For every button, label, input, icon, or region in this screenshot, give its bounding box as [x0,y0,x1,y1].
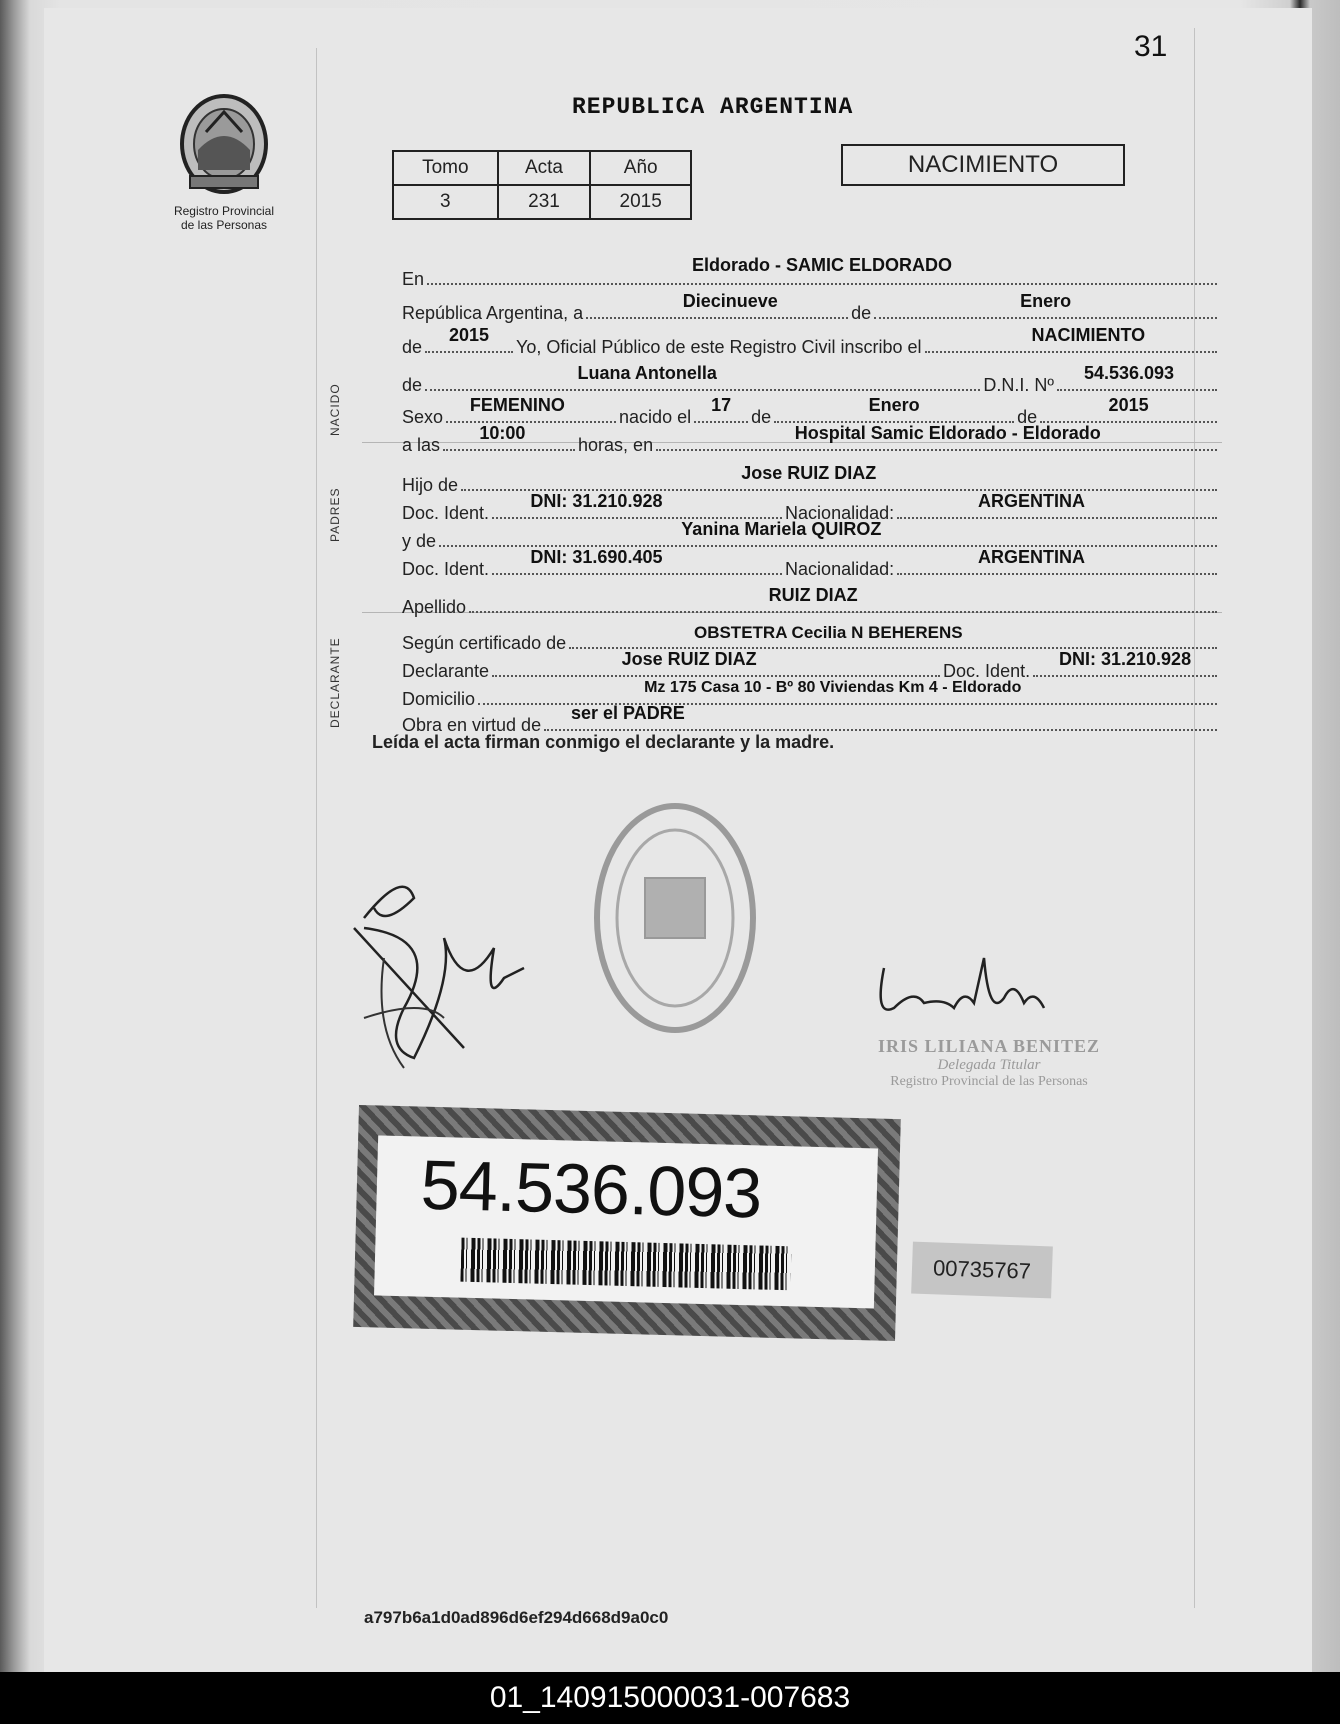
barcode [460,1238,791,1291]
registration-value-row [393,185,691,219]
col-tomo: Tomo [393,151,498,185]
row-apellido [402,585,1220,618]
value-madre-doc: DNI: 31.690.405 [530,547,663,567]
label-nacionalidad: Nacionalidad: [785,503,895,523]
value-padre-nac: ARGENTINA [977,491,1085,511]
row-domicilio [402,679,1220,710]
label-segun-certificado: Según certificado de [402,633,567,653]
label-dni: D.N.I. Nº [983,375,1054,395]
registration-header-row [393,151,691,185]
registry-line-1: Registro Provincial [173,204,275,218]
value-declarante-doc: DNI: 31.210.928 [1059,649,1192,669]
tomo-value: 3 [393,185,498,219]
margin-line [316,48,317,1608]
label-apellido: Apellido [402,597,467,617]
value-lugar-nac: Hospital Samic Eldorado - Eldorado [794,423,1101,443]
registry-caption [144,204,304,232]
value-obra: ser el PADRE [570,703,685,723]
dni-label-inner [374,1135,878,1308]
document-hash: a797b6a1d0ad896d6ef294d668d9a0c0 [364,1608,669,1627]
label-declarante: Declarante [402,661,490,681]
value-apellido: RUIZ DIAZ [768,585,858,605]
label-republica: República Argentina, a [402,303,584,323]
value-mes: Enero [1020,291,1072,311]
anio-value: 2015 [590,185,691,219]
label-de: de [1017,407,1038,427]
label-yo-oficial: Yo, Oficial Público de este Registro Civil inscribo el [516,337,922,357]
row-hora [402,423,1220,456]
value-nac-anio: 2015 [1108,395,1149,415]
label-doc-ident: Doc. Ident. [943,661,1031,681]
label-nacionalidad: Nacionalidad: [785,559,895,579]
label-de: de [402,375,423,395]
label-nacido-el: nacido el [619,407,692,427]
label-dni-number: 54.536.093 [419,1145,763,1233]
value-anio: 2015 [449,325,490,345]
label-de: de [751,407,772,427]
label-y-de: y de [402,531,437,551]
registration-table [392,150,692,220]
value-lugar: Eldorado - SAMIC ELDORADO [692,255,953,275]
value-dni: 54.536.093 [1083,363,1175,383]
label-doc-ident: Doc. Ident. [402,559,490,579]
row-nombre [402,363,1220,396]
value-declarante: Jose RUIZ DIAZ [621,649,757,669]
side-label-padres: PADRES [328,487,342,542]
label-a-las: a las [402,435,441,455]
registry-line-2: de las Personas [180,218,268,232]
value-acto: NACIMIENTO [1031,325,1146,345]
value-sexo: FEMENINO [469,395,565,415]
value-domicilio: Mz 175 Casa 10 - Bº 80 Viviendas Km 4 - Eldorado [644,679,1022,696]
page-number: 31 [1134,30,1168,63]
province-seal-icon [176,92,272,196]
side-label-declarante: DECLARANTE [328,637,342,728]
closing-statement: Leída el acta firman conmigo el declarante y la madre. [372,732,835,752]
col-acta: Acta [498,151,591,185]
label-horas-en: horas, en [578,435,654,455]
value-dia: Diecinueve [682,291,778,311]
value-hora: 10:00 [479,423,526,443]
dni-label [353,1105,901,1341]
registry-stamp-icon [590,798,760,1038]
row-padre [402,463,1220,496]
label-obra: Obra en virtud de [402,715,542,735]
label-domicilio: Domicilio [402,689,476,709]
file-id-footer: 01_140915000031-007683 [0,1672,1340,1724]
country-title: REPUBLICA ARGENTINA [572,94,854,120]
official-role: Delegada Titular [937,1057,1041,1073]
value-nac-dia: 17 [711,395,732,415]
value-certificado: OBSTETRA Cecilia N BEHERENS [693,623,963,642]
official-name: IRIS LILIANA BENITEZ [877,1036,1101,1056]
value-madre: Yanina Mariela QUIROZ [681,519,882,539]
row-fecha [402,291,1220,324]
record-type-box: NACIMIENTO [841,144,1125,186]
value-nombre: Luana Antonella [577,363,717,383]
row-madre-doc [402,547,1220,580]
official-signature [864,948,1064,1028]
value-padre-doc: DNI: 31.210.928 [530,491,663,511]
official-stamp-text [824,1036,1154,1090]
row-madre [402,519,1220,552]
label-de: de [851,303,872,323]
declarant-signature [344,858,534,1078]
value-padre: Jose RUIZ DIAZ [741,463,877,483]
label-hijo-de: Hijo de [402,475,459,495]
document-sheet [44,8,1312,1672]
label-en: En [402,269,425,289]
value-nac-mes: Enero [868,395,920,415]
acta-value: 231 [498,185,591,219]
serial-sticker: 00735767 [911,1242,1053,1299]
label-de: de [402,337,423,357]
label-sexo: Sexo [402,407,444,427]
label-doc-ident: Doc. Ident. [402,503,490,523]
side-label-nacido: NACIDO [328,383,342,436]
official-office: Registro Provincial de las Personas [890,1074,1088,1089]
col-anio: Año [590,151,691,185]
value-madre-nac: ARGENTINA [977,547,1085,567]
row-inscripcion [402,325,1220,358]
row-lugar [402,255,1220,290]
